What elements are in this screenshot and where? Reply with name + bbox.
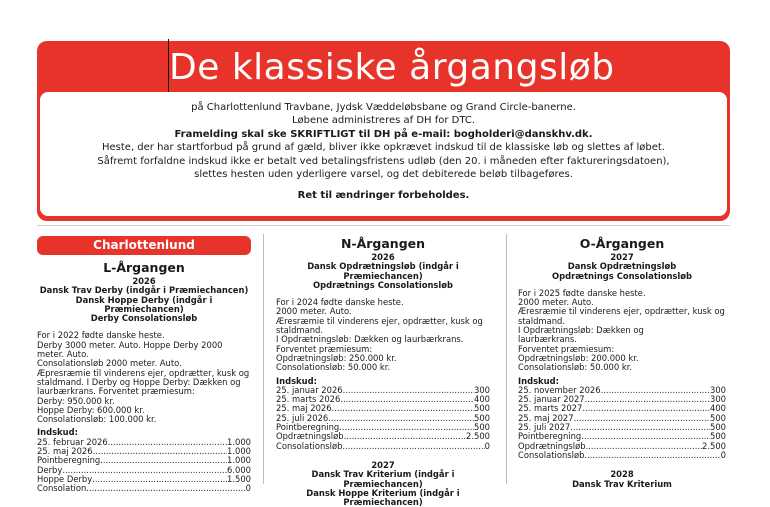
info-box (40, 92, 727, 216)
column-heading: L-Årgangen (103, 260, 185, 275)
race-year: 2027 (610, 252, 634, 262)
fee-row: Consolationsløb ..... 0 (276, 442, 490, 451)
fee-row: 25. februar 2026 ..... 1.000 (37, 438, 251, 447)
fee-row: 25. juli 2026 ..... 500 (276, 414, 490, 423)
fee-row: Consolation ..... 0 (37, 484, 251, 493)
race-year: 2028 (610, 469, 634, 480)
race-name: Dansk Hoppe Kriterium (indgår i Præmiechancen) (306, 487, 460, 507)
fee-row: Consolationsløb ..... 0 (518, 451, 726, 460)
race-year: 2027 (371, 459, 395, 470)
fee-row: Pointberegning ..... 500 (276, 423, 490, 432)
column-heading: O-Årgangen (579, 236, 665, 251)
race-name: Dansk Trav Derby (indgår i Præmiechancen) (39, 285, 249, 296)
fee-row: 25. marts 2027 ..... 400 (518, 404, 726, 413)
fee-row: 25. januar 2027 ..... 300 (518, 395, 726, 404)
divider (37, 225, 730, 226)
fees-label: Indskud: (276, 375, 317, 386)
page-title: De klassiske årgangsløb (169, 47, 615, 88)
fee-row: Derby ..... 6.000 (37, 466, 251, 475)
fees-label: Indskud: (518, 375, 559, 386)
column-heading: N-Årgangen (340, 236, 426, 251)
fee-row: Opdrætningsløb ..... 2.500 (518, 442, 726, 451)
race-name: Dansk Opdrætningsløb (indgår i Præmiechancen) (307, 261, 459, 281)
column-o-argangen (518, 236, 726, 489)
info-line: Heste, der har startforbud på grund af gæld, bliver ikke opkrævet indskud til de klassiske løb og slettes af løbet. (101, 142, 665, 154)
race-name: Dansk Hoppe Derby (indgår i Præmiechancen) (75, 294, 213, 314)
info-line: på Charlottenlund Travbane, Jydsk Væddeløbsbane og Grand Circle-banerne. (191, 102, 576, 113)
fee-row: 25. maj 2026 ..... 500 (276, 404, 490, 413)
fee-row: Pointberegning ..... 1.000 (37, 456, 251, 465)
race-name: Dansk Opdrætningsløb (567, 261, 677, 272)
race-description: For i 2024 fødte danske heste. 2000 meter. Auto. Æresræmie til vinderens ejer, opdrætter, kusk og staldmand. I Opdrætningsløb: Dækken og laurbærkrans. Forventet præmiesum: Opdrætningsløb: 250.000 kr. Consolationsløb: 50.000 kr. (276, 297, 483, 373)
fee-row: Hoppe Derby ..... 1.500 (37, 475, 251, 484)
fees-label: Indskud: (37, 427, 78, 438)
track-badge: Charlottenlund (37, 236, 251, 255)
race-name: Opdrætnings Consolationsløb (551, 270, 693, 281)
race-name: Opdrætnings Consolationsløb (312, 279, 454, 290)
race-year: 2026 (371, 252, 395, 262)
info-line: Løbene administreres af DH for DTC. (291, 115, 476, 127)
column-l-argangen (37, 236, 251, 494)
changes-notice: Ret til ændringer forbeholdes. (297, 190, 470, 202)
column-divider (506, 234, 507, 484)
fee-row: 25. maj 2026 ..... 1.000 (37, 447, 251, 456)
fee-row: 25. november 2026 ..... 300 (518, 386, 726, 395)
race-description: For i 2022 fødte danske heste. Derby 3000 meter. Auto. Hoppe Derby 2000 meter. Auto. Consolationsløb 2000 meter. Auto. Æpresræmie til vinderens ejer, opdrætter, kusk og staldmand. I Derby og Hoppe Derby: Dækken og laurbærkrans. Forventet præmiesum: Derby: 950.000 kr. Hoppe Derby: 600.000 kr. Consolationsløb: 100.000 kr. (37, 330, 250, 425)
column-n-argangen (276, 236, 490, 507)
fee-row: 25. januar 2026 ..... 300 (276, 386, 490, 395)
race-name: Dansk Trav Kriterium (572, 478, 672, 489)
info-line: slettes hesten uden yderligere varsel, og det debiterede beløb tilbageføres. (194, 169, 573, 181)
fee-row: Pointberegning ..... 500 (518, 432, 726, 441)
race-description: For i 2025 fødte danske heste. 2000 meter. Auto. Æresræmie til vinderens ejer, opdrætter, kusk og staldmand. I Opdrætningsløb: Dækken og laurbærkrans. Forventet præmiesum: Opdrætningsløb: 200.000 kr. Consolationsløb: 50.000 kr. (518, 287, 725, 373)
info-line: Såfremt forfaldne indskud ikke er betalt ved betalingsfristens udløb (den 20. i måneden efter faktureringsdatoen), (97, 155, 670, 167)
column-divider (263, 234, 264, 484)
race-name: Derby Consolationsløb (90, 313, 198, 324)
fee-row: 25. marts 2026 ..... 400 (276, 395, 490, 404)
race-year: 2026 (132, 276, 156, 286)
fee-row: 25. maj 2027 ..... 500 (518, 414, 726, 423)
info-line-email: Framelding skal ske SKRIFTLIGT til DH på e-mail: bogholderi@danskhv.dk. (174, 128, 593, 140)
race-name: Dansk Trav Kriterium (indgår i Præmiechancen) (311, 469, 455, 489)
fee-row: Opdrætningsløb ..... 2.500 (276, 432, 490, 441)
fee-row: 25. juli 2027 ..... 500 (518, 423, 726, 432)
